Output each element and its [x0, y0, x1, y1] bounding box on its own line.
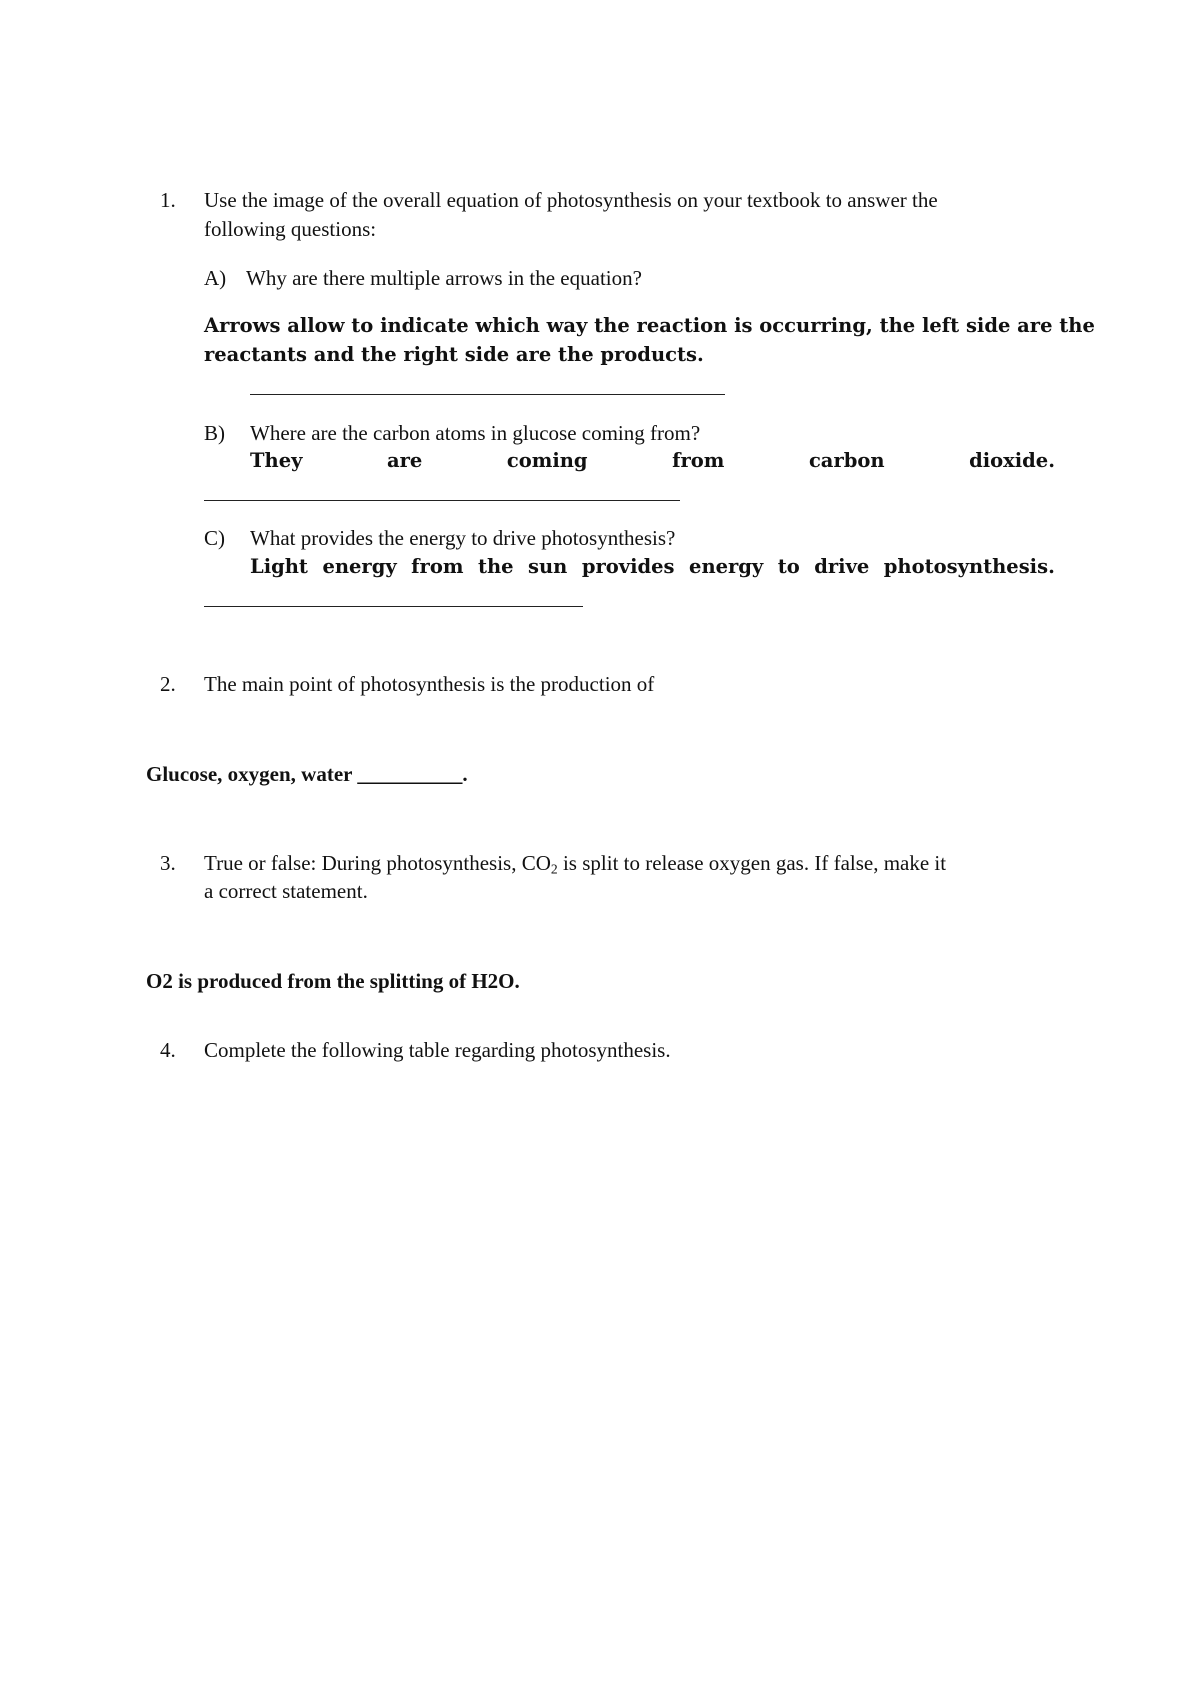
q1b-answer-word: from [672, 449, 725, 472]
q1b-answer-blank-line [204, 500, 680, 501]
q1b-answer-word: carbon [808, 449, 885, 472]
q1a-answer-blank-line [250, 394, 725, 395]
q3-prompt-line1 [204, 851, 946, 877]
q1b-question: Where are the carbon atoms in glucose coming from? [250, 421, 701, 445]
q1a-answer-line2: reactants and the right side are the products. [204, 343, 704, 366]
q1b-answer-word: dioxide. [969, 449, 1055, 472]
q3-prompt-before-sub: True or false: During photosynthesis, CO [204, 851, 551, 875]
q1b-answer-word: coming [506, 449, 588, 472]
q1b-label: B) [204, 421, 225, 445]
q1c-answer-word: photosynthesis. [883, 555, 1055, 578]
q2-answer: Glucose, oxygen, water __________. [146, 762, 468, 786]
q1c-label: C) [204, 526, 225, 550]
q1a-answer-line1: Arrows allow to indicate which way the reaction is occurring, the left side are the [204, 314, 1095, 337]
q1b-answer [250, 449, 1055, 472]
q1c-answer-word: drive [814, 555, 870, 578]
q1c-answer-word: energy [322, 555, 397, 578]
q1a-label: A) [204, 266, 227, 290]
q1c-answer-word: provides [581, 555, 675, 578]
q1a-question: Why are there multiple arrows in the equation? [246, 266, 642, 290]
q2-prompt: The main point of photosynthesis is the production of [204, 672, 655, 696]
q1c-question: What provides the energy to drive photosynthesis? [250, 526, 676, 550]
q3-subscript: 2 [550, 861, 558, 877]
q1c-answer-word: sun [528, 555, 568, 578]
q1c-answer-word: the [477, 555, 514, 578]
q1c-answer-word: Light [250, 555, 308, 578]
q2-number: 2. [160, 672, 176, 696]
q1c-answer [250, 555, 1055, 578]
q1-prompt-line1: Use the image of the overall equation of photosynthesis on your textbook to answer the [204, 188, 938, 212]
q3-answer: O2 is produced from the splitting of H2O. [146, 969, 520, 993]
q3-number: 3. [160, 851, 176, 875]
q3-prompt-after-sub: is split to release oxygen gas. If false, make it [557, 851, 947, 875]
q1b-answer-word: They [250, 449, 303, 472]
q1c-answer-word: from [411, 555, 464, 578]
q1c-answer-word: to [777, 555, 800, 578]
q1c-answer-blank-line [204, 606, 583, 607]
q1c-answer-word: energy [689, 555, 764, 578]
q4-prompt: Complete the following table regarding photosynthesis. [204, 1038, 671, 1062]
q3-prompt-line2: a correct statement. [204, 879, 368, 903]
q1-prompt-line2: following questions: [204, 217, 377, 241]
q4-number: 4. [160, 1038, 176, 1062]
q1-number: 1. [160, 188, 176, 212]
q1b-answer-word: are [386, 449, 423, 472]
